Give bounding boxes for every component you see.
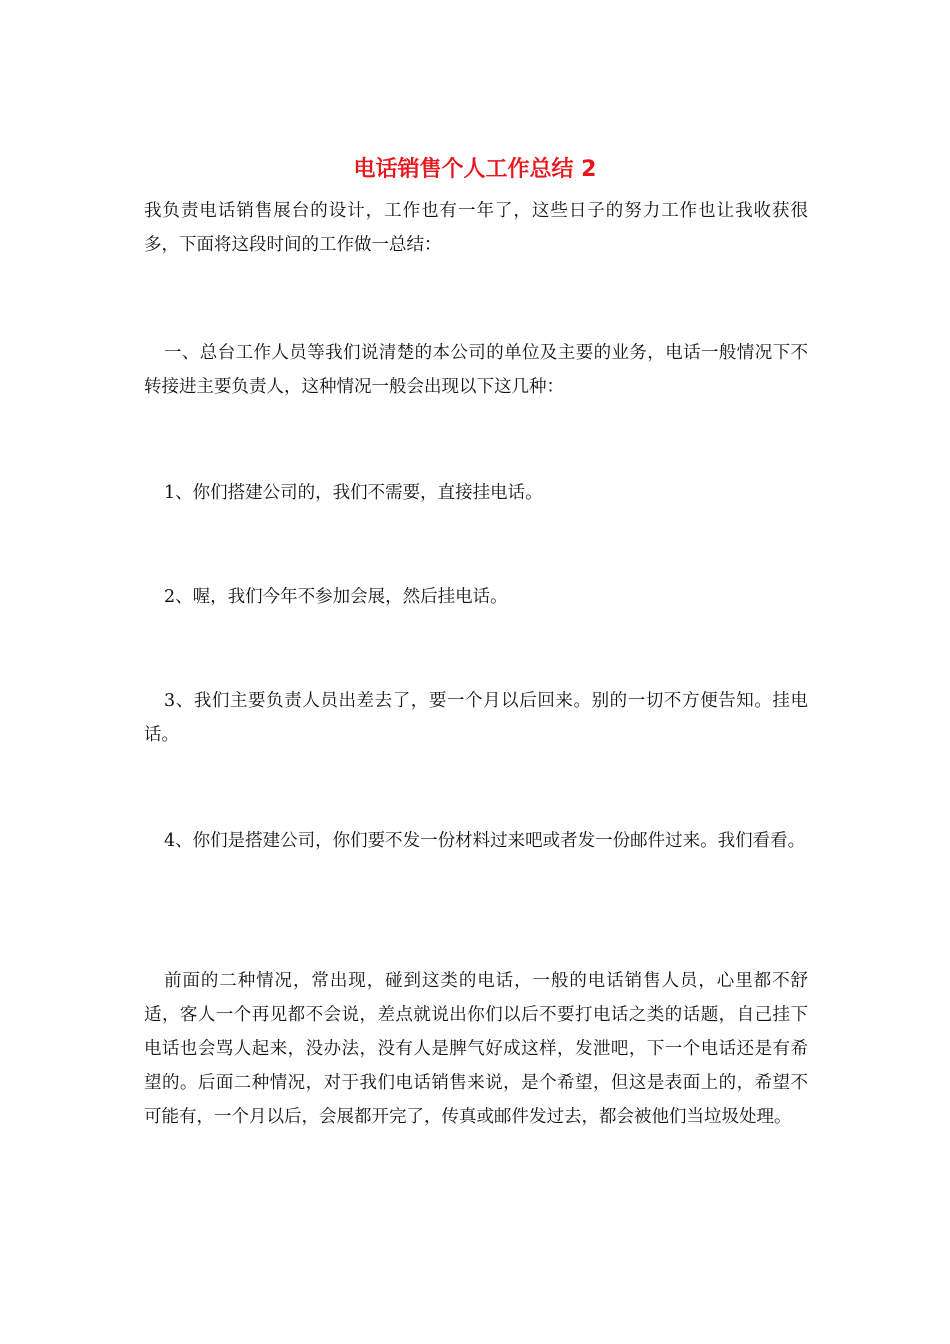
paragraph-intro: 我负责电话销售展台的设计，工作也有一年了，这些日子的努力工作也让我收获很多，下面将这段时间的工作做一总结： bbox=[144, 201, 808, 255]
paragraph-item-1: 1、你们搭建公司的，我们不需要，直接挂电话。 bbox=[164, 483, 543, 503]
paragraph-section-one: 一、总台工作人员等我们说清楚的本公司的单位及主要的业务，电话一般情况下不转接进主要负责人，这种情况一般会出现以下这几种： bbox=[144, 343, 808, 397]
paragraph-conclusion: 前面的二种情况，常出现，碰到这类的电话，一般的电话销售人员，心里都不舒适，客人一个再见都不会说，差点就说出你们以后不要打电话之类的话题，自己挂下电话也会骂人起来，没办法，没有人是脾气好成这样，发泄吧，下一个电话还是有希望的。后面二种情况，对于我们电话销售来说，是个希望，但这是表面上的，希望不可能有，一个月以后，会展都开完了，传真或邮件发过去，都会被他们当垃圾处理。 bbox=[144, 971, 808, 1127]
paragraph-item-3: 3、我们主要负责人员出差去了，要一个月以后回来。别的一切不方便告知。挂电话。 bbox=[144, 691, 808, 745]
page-title: 电话销售个人工作总结 2 bbox=[353, 157, 597, 182]
paragraph-item-4: 4、你们是搭建公司，你们要不发一份材料过来吧或者发一份邮件过来。我们看看。 bbox=[164, 831, 806, 851]
paragraph-item-2: 2、喔，我们今年不参加会展，然后挂电话。 bbox=[164, 587, 508, 607]
